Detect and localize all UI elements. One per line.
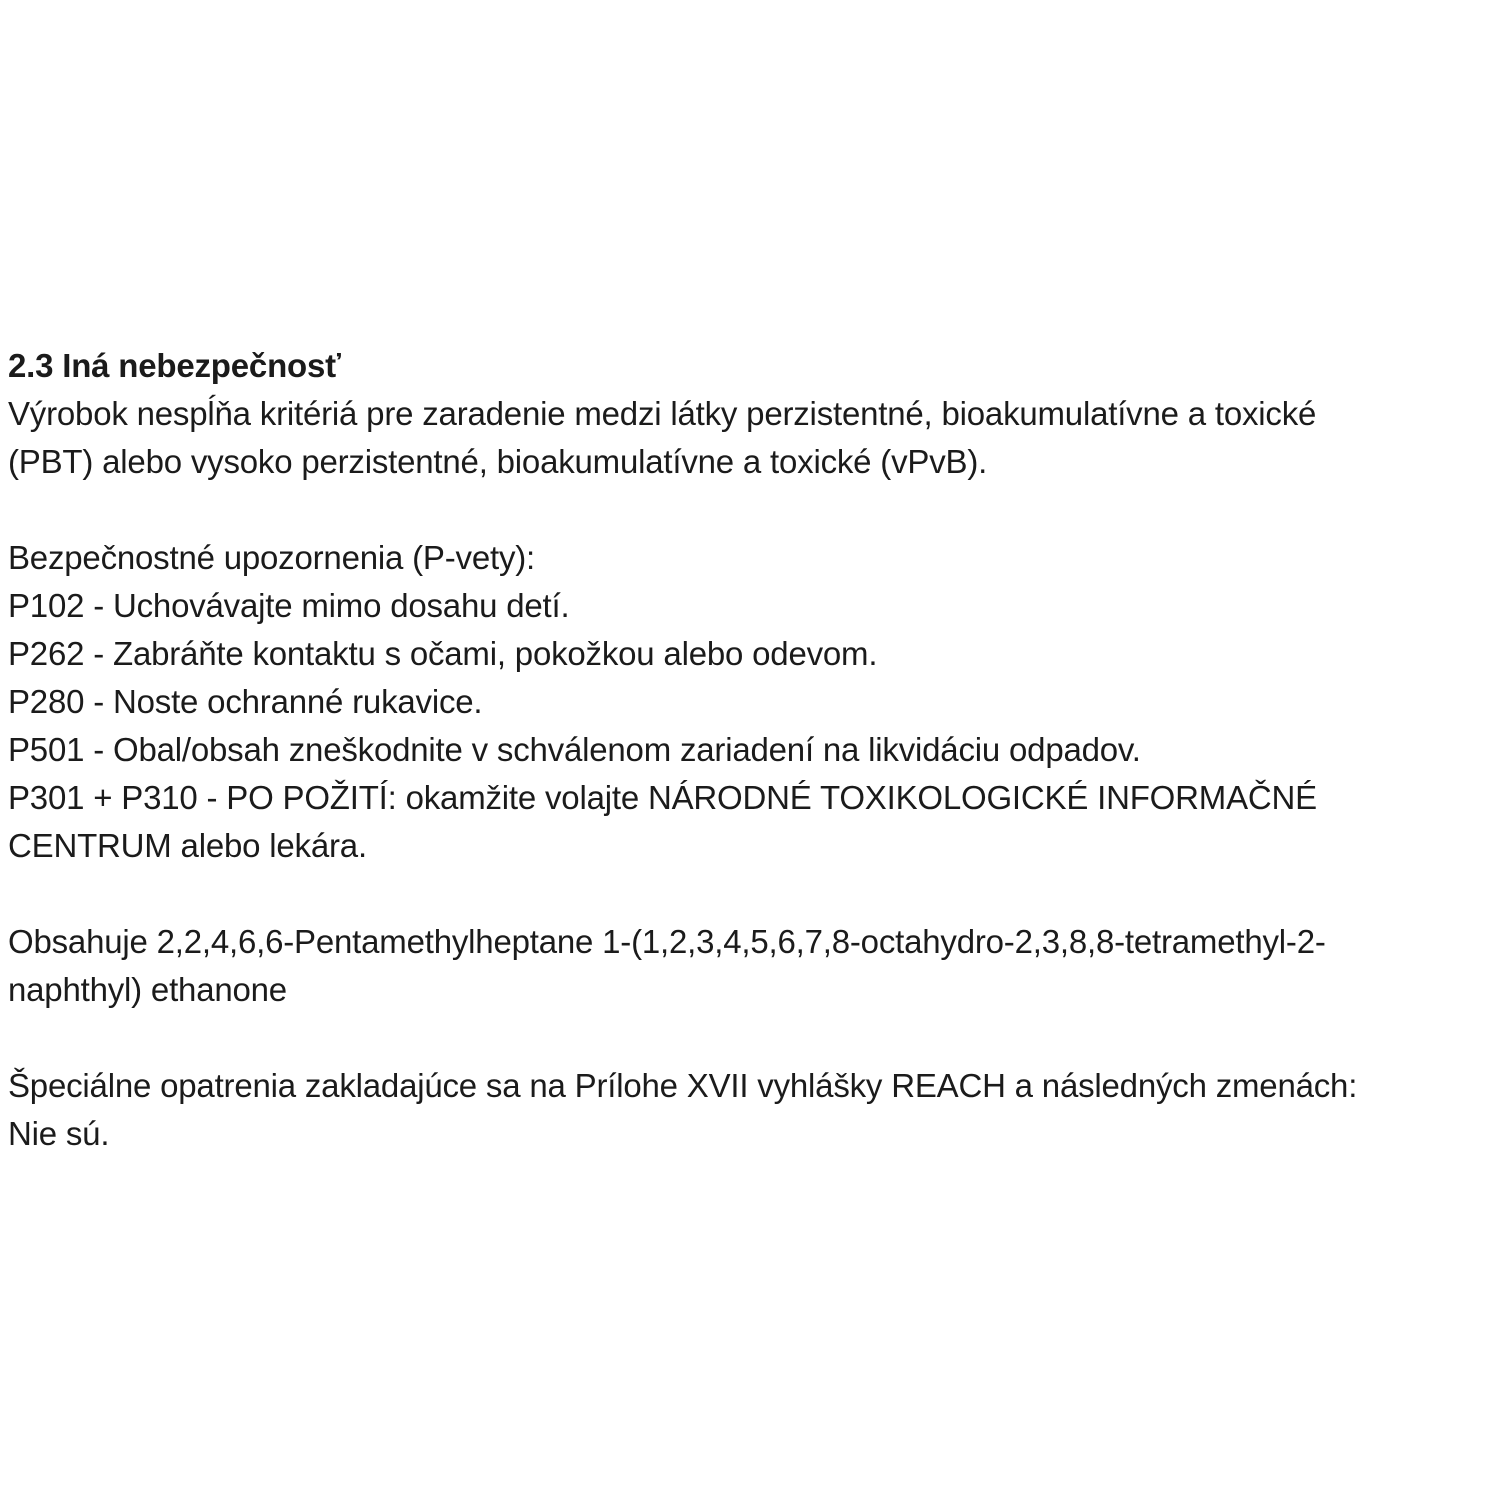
pbt-paragraph-line: Výrobok nespĺňa kritériá pre zaradenie medzi látky perzistentné, bioakumulatívne a toxické bbox=[8, 395, 1317, 432]
section-heading: 2.3 Iná nebezpečnosť bbox=[8, 347, 341, 384]
blank-line bbox=[8, 486, 1493, 534]
contains-statement-line: Obsahuje 2,2,4,6,6-Pentamethylheptane 1-(1,2,3,4,5,6,7,8-octahydro-2,3,8,8-tetramethyl-2- bbox=[8, 923, 1326, 960]
contains-statement-line: naphthyl) ethanone bbox=[8, 971, 287, 1008]
p-statement-p280: P280 - Noste ochranné rukavice. bbox=[8, 683, 483, 720]
p-statement-p301-p310: P301 + P310 - PO POŽITÍ: okamžite volajte NÁRODNÉ TOXIKOLOGICKÉ INFORMAČNÉ bbox=[8, 779, 1317, 816]
special-provisions-answer: Nie sú. bbox=[8, 1115, 110, 1152]
p-statement-p102: P102 - Uchovávajte mimo dosahu detí. bbox=[8, 587, 570, 624]
p-statement-p501: P501 - Obal/obsah zneškodnite v schválenom zariadení na likvidáciu odpadov. bbox=[8, 731, 1141, 768]
p-statements-intro: Bezpečnostné upozornenia (P-vety): bbox=[8, 539, 536, 576]
p-statement-p262: P262 - Zabráňte kontaktu s očami, pokožkou alebo odevom. bbox=[8, 635, 878, 672]
p-statement-p301-p310-continued: CENTRUM alebo lekára. bbox=[8, 827, 367, 864]
blank-line bbox=[8, 1014, 1493, 1062]
special-provisions-line: Špeciálne opatrenia zakladajúce sa na Prílohe XVII vyhlášky REACH a následných zmenách: bbox=[8, 1067, 1358, 1104]
section-2-3-other-hazards bbox=[8, 342, 1493, 1158]
blank-line bbox=[8, 870, 1493, 918]
pbt-paragraph-line: (PBT) alebo vysoko perzistentné, bioakumulatívne a toxické (vPvB). bbox=[8, 443, 988, 480]
